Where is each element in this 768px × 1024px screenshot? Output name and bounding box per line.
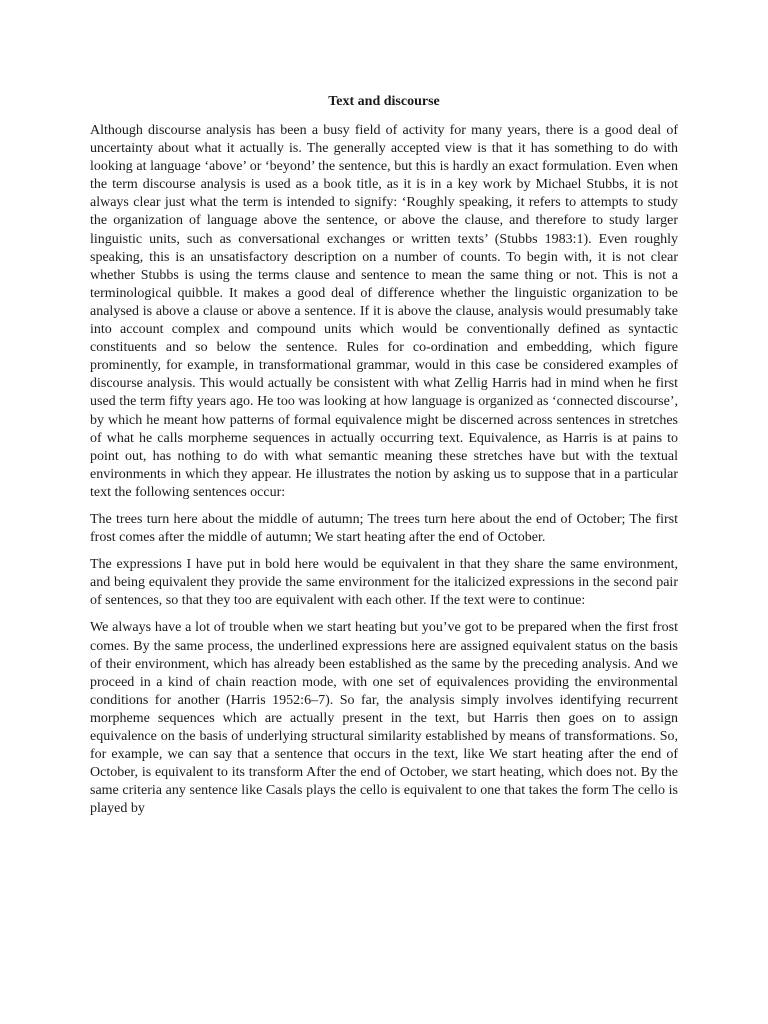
paragraph-equivalence: The expressions I have put in bold here would be equivalent in that they share the same environment, and being equivalent they provide the same environment for the italicized expressions in the second pair of sentences, so that they too are equivalent with each other. If the text were to continue: [90,557,678,609]
paragraph-example-sentences: The trees turn here about the middle of autumn; The trees turn here about the end of October; The first frost comes after the middle of autumn; We start heating after the end of October. [90,511,678,546]
document-title: Text and discourse [328,94,440,109]
paragraph-intro: Although discourse analysis has been a busy field of activity for many years, there is a good deal of uncertainty about what it actually is. The generally accepted view is that it has something to do with looking at language ‘above’ or ‘beyond’ the sentence, but this is hardly an exact formulation. Even when the term discourse analysis is used as a book title, as it is in a key work by Michael Stubbs, it is not always clear just what the term is intended to signify: ‘Roughly speaking, it refers to attempts to study the organization of language above the sentence, or above the clause, and therefore to study larger linguistic units, such as conversational exchanges or written texts’ (Stubbs 1983:1). Even roughly speaking, this is an unsatisfactory description on a number of counts. To begin with, it is not clear whether Stubbs is using the terms clause and sentence to mean the same thing or not. This is not a terminological quibble. It makes a good deal of difference whether the linguistic organization to be analysed is above a clause or above a sentence. If it is above the clause, analysis would presumably take into account complex and compound units which would be conventionally defined as syntactic constituents and so below the sentence. Rules for co-ordination and embedding, which figure prominently, for example, in transformational grammar, would in this case be considered examples of discourse analysis. This would actually be consistent with what Zellig Harris had in mind when he first used the term fifty years ago. He too was looking at how language is organized as ‘connected discourse’, by which he meant how patterns of formal equivalence might be discerned across sentences in stretches of what he calls morpheme sequences in actually occurring text. Equivalence, as Harris is at pains to point out, has nothing to do with what semantic meaning these stretches have but with the textual environments in which they appear. He illustrates the notion by asking us to suppose that in a particular text the following sentences occur: [90,123,678,500]
document-page [90,93,678,827]
paragraph-continuation: We always have a lot of trouble when we start heating but you’ve got to be prepared when the first frost comes. By the same process, the underlined expressions here are assigned equivalent status on the basis of their environment, which has already been established as the same by the preceding analysis. And we proceed in a kind of chain reaction mode, with one set of equivalences providing the environmental conditions for another (Harris 1952:6–7). So far, the analysis simply involves identifying recurrent morpheme sequences which are actually present in the text, but Harris then goes on to assign equivalence on the basis of underlying structural similarity established by means of transformations. So, for example, we can say that a sentence that occurs in the text, like We start heating after the end of October, is equivalent to its transform After the end of October, we start heating, which does not. By the same criteria any sentence like Casals plays the cello is equivalent to one that takes the form The cello is played by [90,620,678,817]
